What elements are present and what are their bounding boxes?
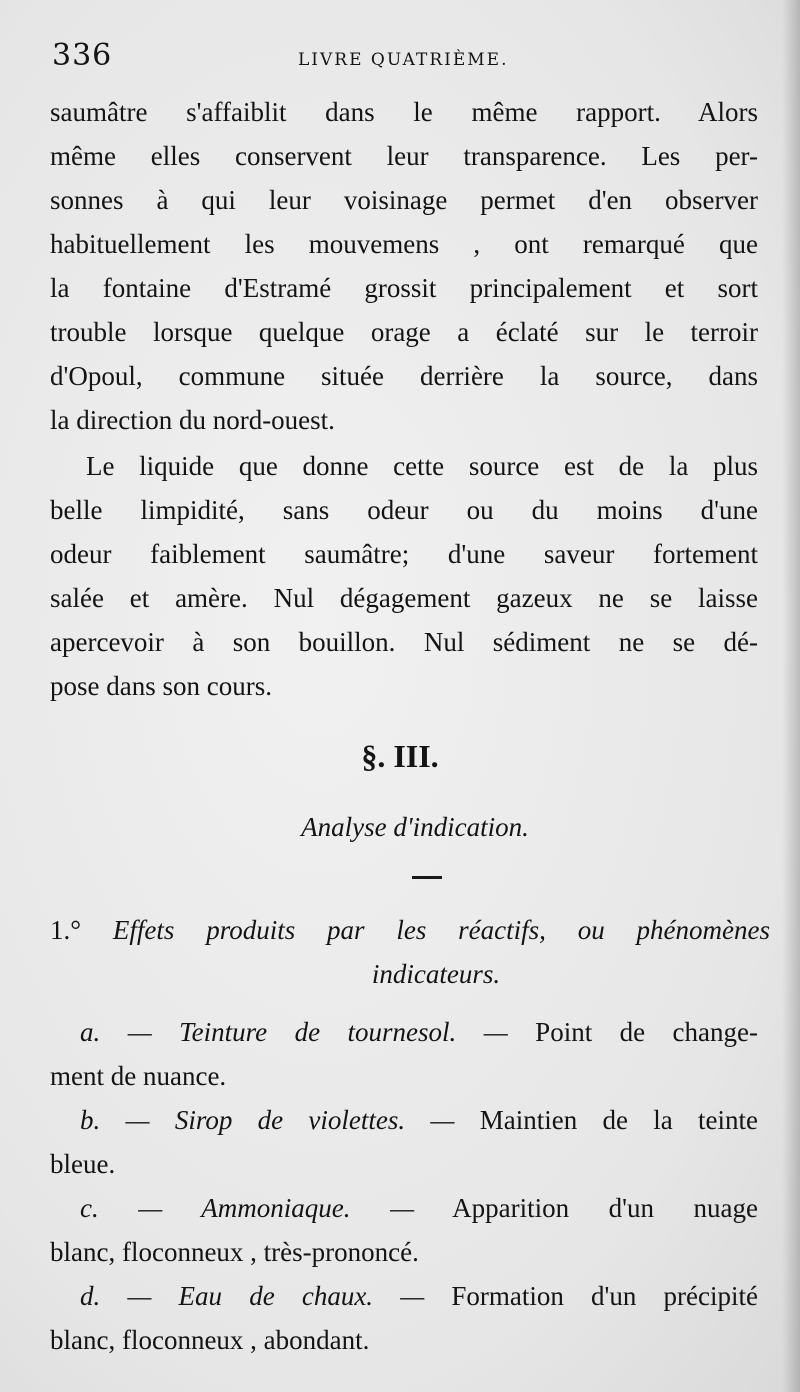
- text-line: trouble lorsque quelque orage a éclaté sur le terroir: [50, 317, 758, 347]
- running-head: LIVRE QUATRIÈME.: [298, 50, 509, 70]
- item-d: [50, 1278, 758, 1314]
- item-cont: ment de nuance.: [50, 1061, 227, 1091]
- text-line: d'Opoul, commune située derrière la source, dans: [50, 361, 758, 391]
- page-edge-shadow: [782, 0, 800, 1392]
- item-cont: blanc, floconneux , très-prononcé.: [50, 1237, 419, 1267]
- text-line: apercevoir à son bouillon. Nul sédiment ne se dé-: [50, 627, 758, 657]
- page-header: [52, 38, 752, 78]
- section-rule: [412, 876, 442, 879]
- item-label: d. — Eau de chaux. —: [80, 1281, 425, 1311]
- page-number: 336: [52, 38, 113, 73]
- section-heading: §. III.: [361, 738, 439, 774]
- item-b: [50, 1102, 758, 1138]
- subsection-title: [50, 912, 770, 948]
- subsection-title-text: Effets produits par les réactifs, ou phénomènes: [112, 915, 771, 945]
- text-line: odeur faiblement saumâtre; d'une saveur fortement: [50, 539, 758, 569]
- text-line: Le liquide que donne cette source est de la plus: [86, 451, 758, 481]
- item-label: a. — Teinture de tournesol. —: [80, 1017, 508, 1047]
- text-line: la direction du nord-ouest.: [50, 405, 335, 435]
- item-a: [50, 1014, 758, 1050]
- item-c: [50, 1190, 758, 1226]
- text-line: salée et amère. Nul dégagement gazeux ne se laisse: [50, 583, 758, 613]
- item-label: b. — Sirop de violettes. —: [80, 1105, 455, 1135]
- item-cont: bleue.: [50, 1149, 116, 1179]
- text-line: habituellement les mouvemens , ont remarqué que: [50, 229, 758, 259]
- text-line: belle limpidité, sans odeur ou du moins d'une: [50, 495, 758, 525]
- text-line: même elles conservent leur transparence. Les per-: [50, 141, 758, 171]
- item-cont: blanc, floconneux , abondant.: [50, 1325, 370, 1355]
- item-text: Apparition d'un nuage: [414, 1193, 758, 1223]
- text-line: sonnes à qui leur voisinage permet d'en observer: [50, 185, 758, 215]
- item-text: Point de change-: [507, 1017, 759, 1047]
- subsection-title-cont: indicateurs.: [371, 959, 501, 989]
- item-text: Formation d'un précipité: [424, 1281, 758, 1311]
- item-label: c. — Ammoniaque. —: [80, 1193, 415, 1223]
- subsection-number: 1.°: [50, 915, 82, 945]
- item-text: Maintien de la teinte: [454, 1105, 758, 1135]
- text-line: pose dans son cours.: [50, 671, 272, 701]
- section-subheading: Analyse d'indication.: [301, 812, 529, 842]
- text-line: saumâtre s'affaiblit dans le même rapport. Alors: [50, 97, 758, 127]
- text-line: la fontaine d'Estramé grossit principalement et sort: [50, 273, 758, 303]
